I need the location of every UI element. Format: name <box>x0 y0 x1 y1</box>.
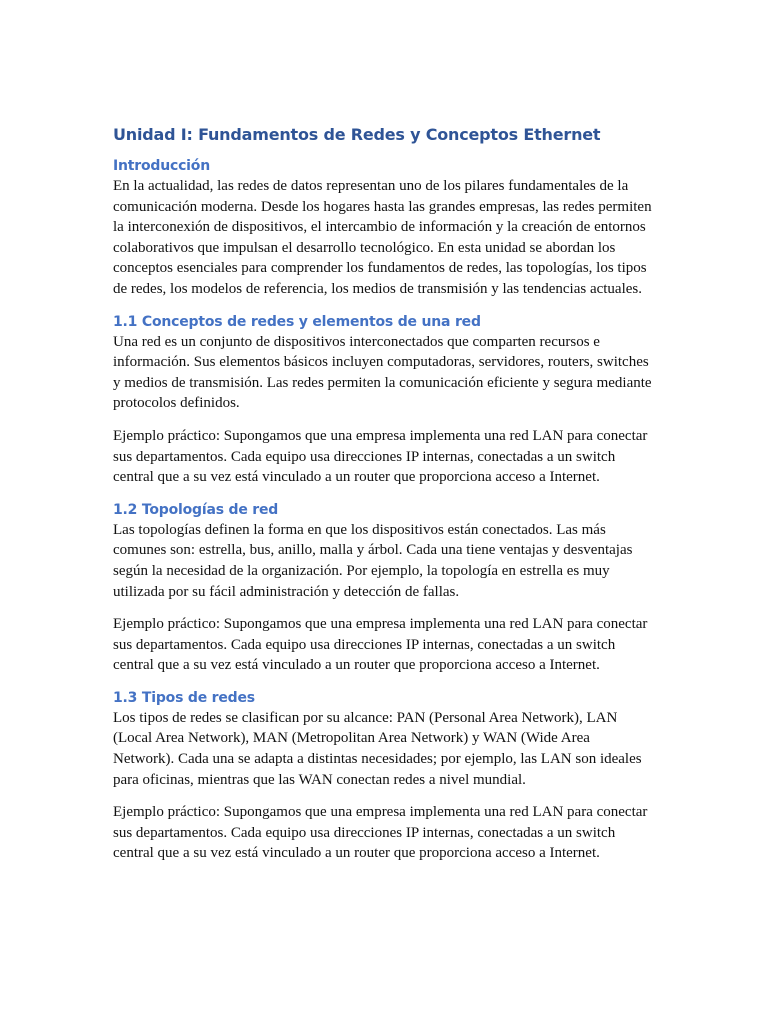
section-1-1 <box>113 312 658 488</box>
example-paragraph: Ejemplo práctico: Supongamos que una empresa implementa una red LAN para conectar sus departamentos. Cada equipo usa direcciones IP internas, conectadas a un switch central que a su vez está vinculado a un router que proporciona acceso a Internet. <box>113 427 648 486</box>
intro-paragraph: En la actualidad, las redes de datos representan uno de los pilares fundamentales de la comunicación moderna. Desde los hogares hasta las grandes empresas, las redes permiten la interconexión de dispositivos, el intercambio de información y la creación de entornos colaborativos que impulsan el desarrollo tecnológico. En esta unidad se abordan los conceptos esenciales para comprender los fundamentos de redes, las topologías, los tipos de redes, los modelos de referencia, los medios de transmisión y las tendencias actuales. <box>113 178 652 297</box>
section-heading: 1.1 Conceptos de redes y elementos de una red <box>113 313 481 330</box>
intro-section <box>113 156 658 300</box>
section-paragraph: Una red es un conjunto de dispositivos interconectados que comparten recursos e información. Sus elementos básicos incluyen computadoras, servidores, routers, switches y medios de transmisión. Las redes permiten la comunicación eficiente y segura mediante protocolos definidos. <box>113 333 652 412</box>
document-title: Unidad I: Fundamentos de Redes y Conceptos Ethernet <box>113 125 601 144</box>
section-paragraph: Los tipos de redes se clasifican por su alcance: PAN (Personal Area Network), LAN (Local Area Network), MAN (Metropolitan Area Network) y WAN (Wide Area Network). Cada una se adapta a distintas necesidades; por ejemplo, las LAN son ideales para oficinas, mientras que las WAN conectan redes a nivel mundial. <box>113 709 642 788</box>
section-heading: 1.3 Tipos de redes <box>113 689 255 706</box>
section-heading: 1.2 Topologías de red <box>113 501 279 518</box>
example-paragraph: Ejemplo práctico: Supongamos que una empresa implementa una red LAN para conectar sus departamentos. Cada equipo usa direcciones IP internas, conectadas a un switch central que a su vez está vinculado a un router que proporciona acceso a Internet. <box>113 616 648 674</box>
intro-heading: Introducción <box>113 158 210 174</box>
example-paragraph: Ejemplo práctico: Supongamos que una empresa implementa una red LAN para conectar sus departamentos. Cada equipo usa direcciones IP internas, conectadas a un switch central que a su vez está vinculado a un router que proporciona acceso a Internet. <box>113 804 648 862</box>
section-1-3 <box>113 688 658 864</box>
section-paragraph: Las topologías definen la forma en que los dispositivos están conectados. Las más comunes son: estrella, bus, anillo, malla y árbol. Cada una tiene ventajas y desventajas según la necesidad de la organización. Por ejemplo, la topología en estrella es muy utilizada por su fácil administración y detección de fallas. <box>113 521 633 600</box>
document-page <box>113 124 658 864</box>
section-1-2 <box>113 500 658 676</box>
